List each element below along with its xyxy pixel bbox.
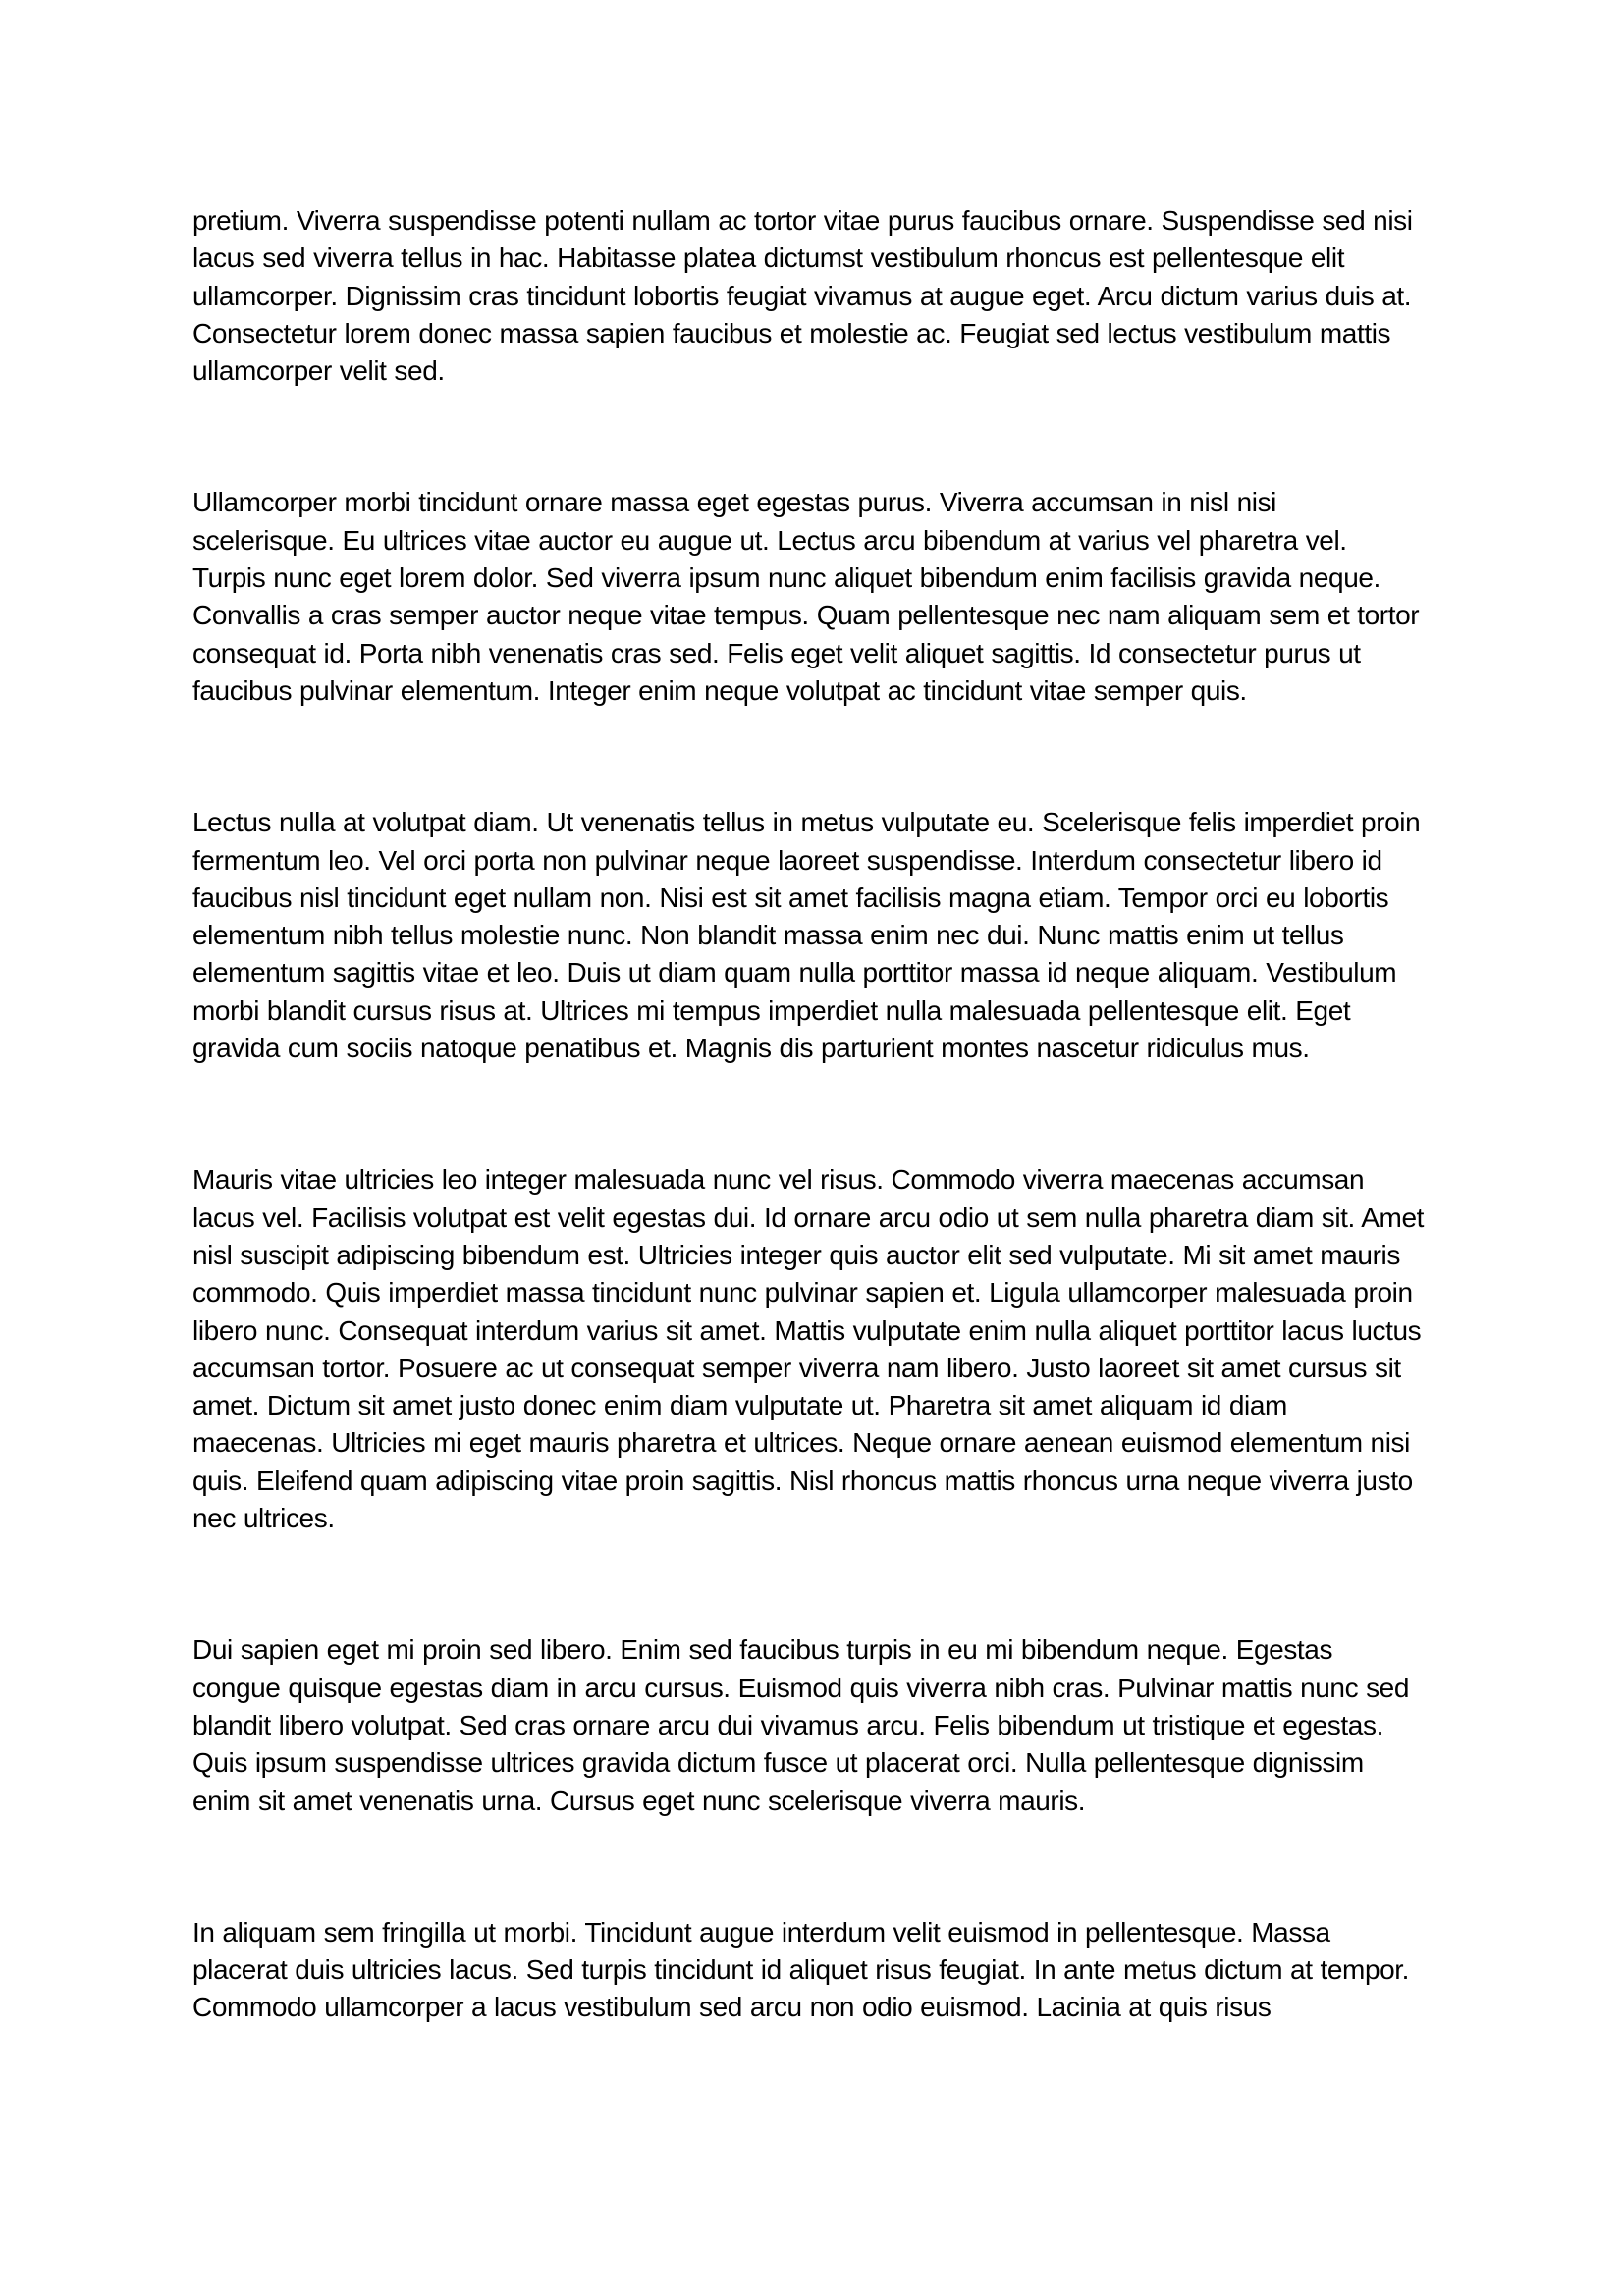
- paragraph-4: Mauris vitae ultricies leo integer malesuada nunc vel risus. Commodo viverra maecenas accumsan lacus vel. Facilisis volutpat est velit egestas dui. Id ornare arcu odio ut sem nulla pharetra diam sit. Amet nisl suscipit adipiscing bibendum est. Ultricies integer quis auctor elit sed vulputate. Mi sit amet mauris commodo. Quis imperdiet massa tincidunt nunc pulvinar sapien et. Ligula ullamcorper malesuada proin libero nunc. Consequat interdum varius sit amet. Mattis vulputate enim nulla aliquet porttitor lacus luctus accumsan tortor. Posuere ac ut consequat semper viverra nam libero. Justo laoreet sit amet cursus sit amet. Dictum sit amet justo donec enim diam vulputate ut. Pharetra sit amet aliquam id diam maecenas. Ultricies mi eget mauris pharetra et ultrices. Neque ornare aenean euismod elementum nisi quis. Eleifend quam adipiscing vitae proin sagittis. Nisl rhoncus mattis rhoncus urna neque viverra justo nec ultrices.: [192, 1164, 1425, 1534]
- paragraph-2: Ullamcorper morbi tincidunt ornare massa eget egestas purus. Viverra accumsan in nisl nisi scelerisque. Eu ultrices vitae auctor eu augue ut. Lectus arcu bibendum at varius vel pharetra vel. Turpis nunc eget lorem dolor. Sed viverra ipsum nunc aliquet bibendum enim facilisis gravida neque. Convallis a cras semper auctor neque vitae tempus. Quam pellentesque nec nam aliquam sem et tortor consequat id. Porta nibh venenatis cras sed. Felis eget velit aliquet sagittis. Id consectetur purus ut faucibus pulvinar elementum. Integer enim neque volutpat ac tincidunt vitae semper quis.: [192, 487, 1420, 706]
- paragraph-3: Lectus nulla at volutpat diam. Ut venenatis tellus in metus vulputate eu. Scelerisque felis imperdiet proin fermentum leo. Vel orci porta non pulvinar neque laoreet suspendisse. Interdum consectetur libero id faucibus nisl tincidunt eget nullam non. Nisi est sit amet facilisis magna etiam. Tempor orci eu lobortis elementum nibh tellus molestie nunc. Non blandit massa enim nec dui. Nunc mattis enim ut tellus elementum sagittis vitae et leo. Duis ut diam quam nulla porttitor massa id neque aliquam. Vestibulum morbi blandit cursus risus at. Ultrices mi tempus imperdiet nulla malesuada pellentesque elit. Eget gravida cum sociis natoque penatibus et. Magnis dis parturient montes nascetur ridiculus mus.: [192, 807, 1421, 1064]
- paragraph-1: pretium. Viverra suspendisse potenti nullam ac tortor vitae purus faucibus ornare. Suspendisse sed nisi lacus sed viverra tellus in hac. Habitasse platea dictumst vestibulum rhoncus est pellentesque elit ullamcorper. Dignissim cras tincidunt lobortis feugiat vivamus at augue eget. Arcu dictum varius duis at. Consectetur lorem donec massa sapien faucibus et molestie ac. Feugiat sed lectus vestibulum mattis ullamcorper velit sed.: [192, 205, 1413, 387]
- paragraph-5: Dui sapien eget mi proin sed libero. Enim sed faucibus turpis in eu mi bibendum neque. Egestas congue quisque egestas diam in arcu cursus. Euismod quis viverra nibh cras. Pulvinar mattis nunc sed blandit libero volutpat. Sed cras ornare arcu dui vivamus arcu. Felis bibendum ut tristique et egestas. Quis ipsum suspendisse ultrices gravida dictum fusce ut placerat orci. Nulla pellentesque dignissim enim sit amet venenatis urna. Cursus eget nunc scelerisque viverra mauris.: [192, 1634, 1410, 1816]
- paragraph-6: In aliquam sem fringilla ut morbi. Tincidunt augue interdum velit euismod in pellentesque. Massa placerat duis ultricies lacus. Sed turpis tincidunt id aliquet risus feugiat. In ante metus dictum at tempor. Commodo ullamcorper a lacus vestibulum sed arcu non odio euismod. Lacinia at quis risus: [192, 1916, 1410, 2023]
- document-text-block: [192, 202, 1426, 2027]
